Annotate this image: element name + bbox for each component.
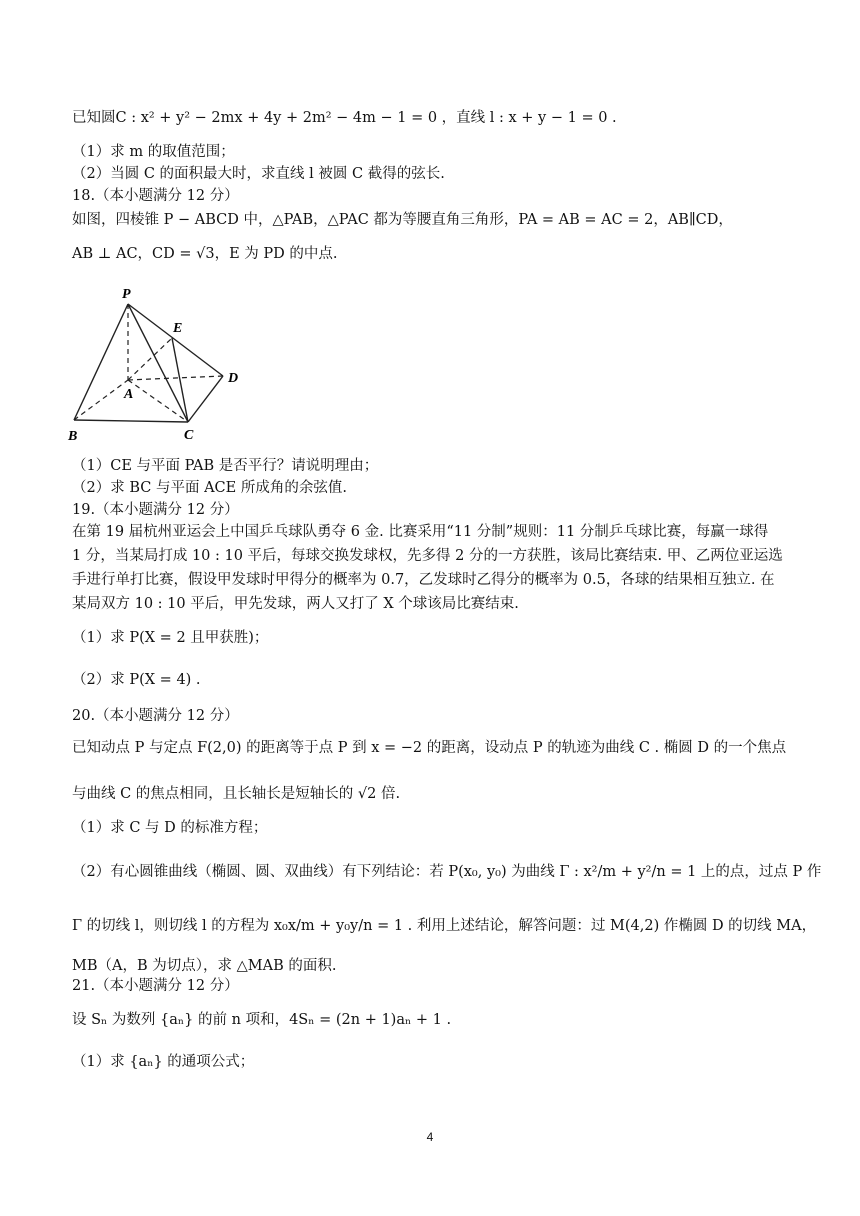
problem-18-header: 18.（本小题满分 12 分） bbox=[72, 188, 239, 204]
problem-19-statement-line-1: 在第 19 届杭州亚运会上中国乒乓球队勇夺 6 金. 比赛采用“11 分制”规则：11 分制乒乓球比赛，每赢一球得 bbox=[72, 524, 769, 540]
page-number: 4 bbox=[426, 1130, 434, 1144]
problem-17-statement: 已知圆C : x² + y² − 2mx + 4y + 2m² − 4m − 1 = 0 ，直线 l : x + y − 1 = 0 . bbox=[72, 110, 617, 126]
problem-19-part-1: （1）求 P(X = 2 且甲获胜)； bbox=[72, 630, 269, 646]
problem-21-part-1: （1）求 {aₙ} 的通项公式； bbox=[72, 1054, 255, 1070]
problem-17-part-2: （2）当圆 C 的面积最大时，求直线 l 被圆 C 截得的弦长. bbox=[72, 166, 445, 182]
problem-21-statement: 设 Sₙ 为数列 {aₙ} 的前 n 项和，4Sₙ = (2n + 1)aₙ + 1 . bbox=[72, 1012, 452, 1028]
problem-17-part-1: （1）求 m 的取值范围； bbox=[72, 144, 235, 160]
problem-19-statement-line-2: 1 分，当某局打成 10 : 10 平后，每球交换发球权，先多得 2 分的一方获胜，该局比赛结束. 甲、乙两位亚运选 bbox=[72, 548, 783, 564]
vertex-label-c: C bbox=[184, 428, 194, 443]
problem-19-statement-line-4: 某局双方 10 : 10 平后，甲先发球，两人又打了 X 个球该局比赛结束. bbox=[72, 596, 519, 612]
problem-21-header: 21.（本小题满分 12 分） bbox=[72, 978, 239, 994]
problem-20-statement-line-2: 与曲线 C 的焦点相同，且长轴长是短轴长的 √2 倍. bbox=[72, 786, 401, 802]
problem-20-statement-line-1: 已知动点 P 与定点 F(2,0) 的距离等于点 P 到 x = −2 的距离，设动点 P 的轨迹为曲线 C . 椭圆 D 的一个焦点 bbox=[72, 740, 787, 756]
problem-20-part-1: （1）求 C 与 D 的标准方程； bbox=[72, 820, 268, 836]
problem-20-part-2-line-3: MB（A，B 为切点），求 △MAB 的面积. bbox=[72, 958, 337, 974]
vertex-label-e: E bbox=[173, 321, 183, 336]
problem-18-part-2: （2）求 BC 与平面 ACE 所成角的余弦值. bbox=[72, 480, 347, 496]
problem-19-statement-line-3: 手进行单打比赛，假设甲发球时甲得分的概率为 0.7，乙发球时乙得分的概率为 0.5，各球的结果相互独立. 在 bbox=[72, 572, 775, 588]
vertex-label-d: D bbox=[228, 371, 239, 386]
problem-18-statement-line-1: 如图，四棱锥 P − ABCD 中，△PAB，△PAC 都为等腰直角三角形，PA = AB = AC = 2，AB∥CD， bbox=[72, 212, 733, 228]
problem-19-header: 19.（本小题满分 12 分） bbox=[72, 502, 239, 518]
vertex-label-p: P bbox=[122, 287, 131, 302]
problem-20-part-2-line-2: Γ 的切线 l，则切线 l 的方程为 x₀x/m + y₀y/n = 1 . 利用上述结论，解答问题：过 M(4,2) 作椭圆 D 的切线 MA， bbox=[72, 918, 817, 934]
vertex-label-a: A bbox=[124, 387, 134, 402]
problem-20-header: 20.（本小题满分 12 分） bbox=[72, 708, 239, 724]
vertex-label-b: B bbox=[68, 429, 78, 444]
pyramid-figure bbox=[60, 282, 260, 450]
problem-20-part-2-line-1: （2）有心圆锥曲线（椭圆、圆、双曲线）有下列结论：若 P(x₀, y₀) 为曲线 Γ : x²/m + y²/n = 1 上的点，过点 P 作 bbox=[72, 864, 822, 880]
problem-18-part-1: （1）CE 与平面 PAB 是否平行？请说明理由； bbox=[72, 458, 379, 474]
problem-19-part-2: （2）求 P(X = 4) . bbox=[72, 672, 201, 688]
problem-18-statement-line-2: AB ⊥ AC，CD = √3，E 为 PD 的中点. bbox=[72, 246, 338, 262]
